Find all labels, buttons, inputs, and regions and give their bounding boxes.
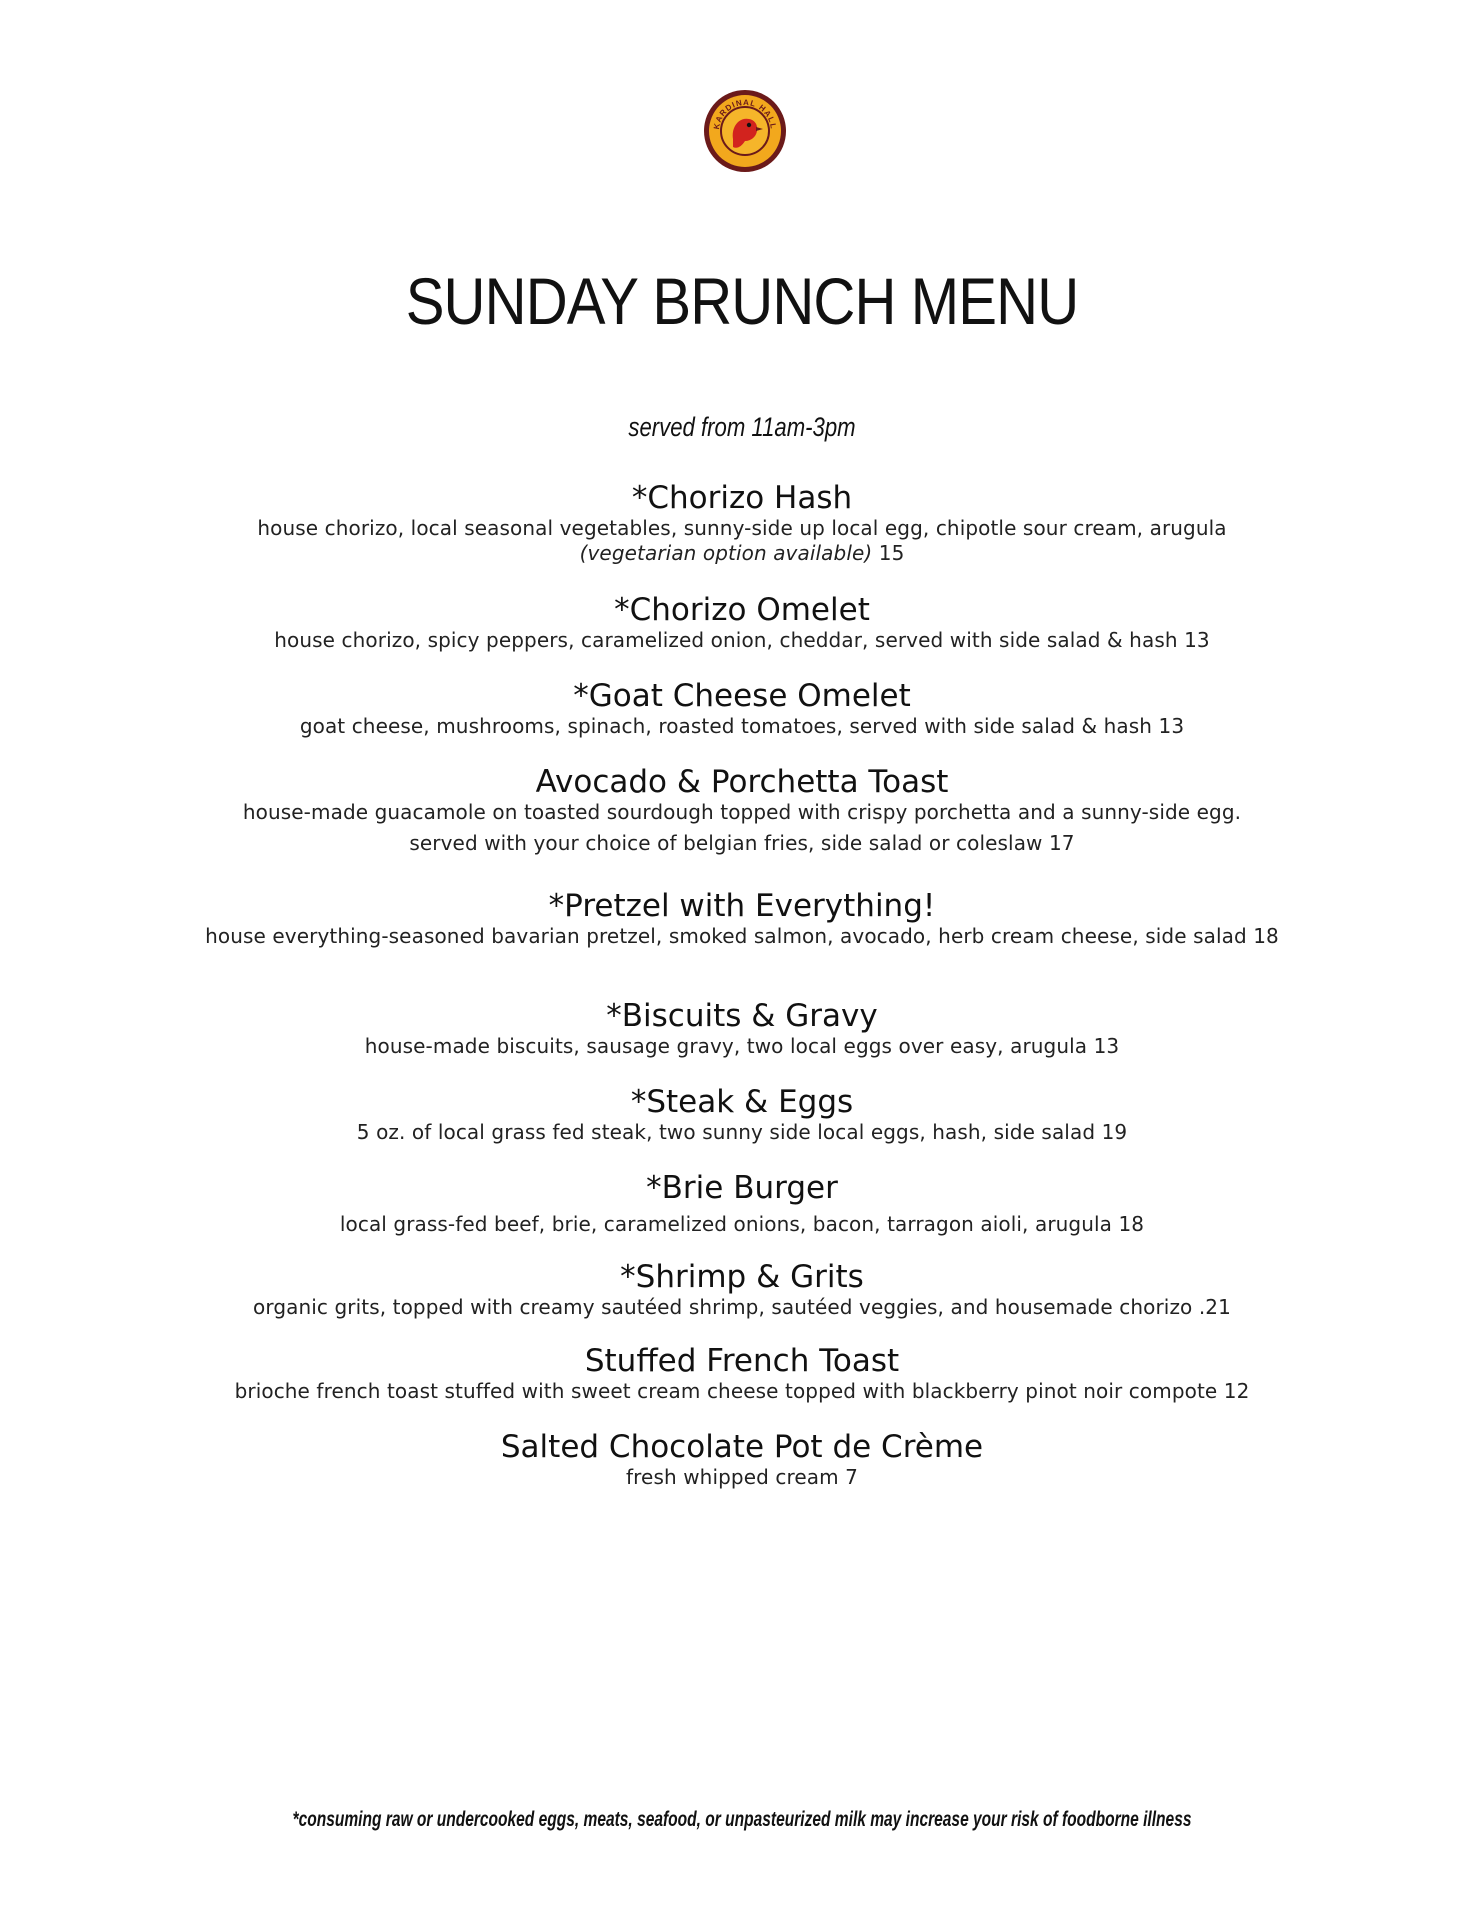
menu-item-goat-cheese-omelet	[150, 678, 1334, 739]
item-description: house everything-seasoned bavarian pretzel, smoked salmon, avocado, herb cream cheese, side salad 18	[205, 924, 1279, 948]
food-safety-disclaimer: *consuming raw or undercooked eggs, meats, seafood, or unpasteurized milk may increase your risk of foodborne illness	[292, 1808, 1192, 1831]
item-name: *Chorizo Omelet	[614, 592, 870, 628]
item-note-line	[150, 541, 1334, 566]
item-name: *Pretzel with Everything!	[548, 888, 936, 924]
item-description: house chorizo, spicy peppers, caramelized onion, cheddar, served with side salad & hash 13	[274, 628, 1210, 652]
menu-item-pretzel-with-everything	[150, 888, 1334, 949]
menu-item-shrimp-grits	[150, 1259, 1334, 1320]
item-name: Stuffed French Toast	[584, 1343, 900, 1379]
item-description: local grass-fed beef, brie, caramelized onions, bacon, tarragon aioli, arugula 18	[339, 1212, 1145, 1236]
menu-item-chorizo-omelet	[150, 592, 1334, 653]
item-name: *Chorizo Hash	[631, 480, 853, 516]
item-name: *Brie Burger	[646, 1170, 838, 1206]
item-description: house-made guacamole on toasted sourdough topped with crispy porchetta and a sunny-side egg.	[242, 800, 1242, 824]
item-name: *Goat Cheese Omelet	[573, 678, 911, 714]
item-note: (vegetarian option available)	[579, 541, 873, 565]
item-description: 5 oz. of local grass fed steak, two sunny side local eggs, hash, side salad 19	[356, 1120, 1128, 1144]
item-name: *Biscuits & Gravy	[606, 998, 878, 1034]
menu-item-stuffed-french-toast	[150, 1343, 1334, 1404]
item-description: goat cheese, mushrooms, spinach, roasted tomatoes, served with side salad & hash 13	[299, 714, 1185, 738]
item-name: Salted Chocolate Pot de Crème	[500, 1429, 984, 1465]
menu-item-biscuits-gravy	[150, 998, 1334, 1059]
menu-item-avocado-porchetta-toast	[150, 764, 1334, 856]
serving-hours: served from 11am-3pm	[628, 412, 856, 442]
menu-item-brie-burger	[150, 1170, 1334, 1237]
item-price: 15	[878, 541, 905, 565]
page-title: SUNDAY BRUNCH MENU	[405, 264, 1079, 338]
menu-item-chorizo-hash	[150, 480, 1334, 566]
item-description: fresh whipped cream 7	[626, 1465, 858, 1489]
item-name: *Shrimp & Grits	[620, 1259, 864, 1295]
menu-item-salted-chocolate-pot-de-creme	[150, 1429, 1334, 1490]
item-description-line-2: served with your choice of belgian fries, side salad or coleslaw 17	[409, 831, 1075, 855]
item-description: brioche french toast stuffed with sweet cream cheese topped with blackberry pinot noir compote 12	[234, 1379, 1250, 1403]
svg-text:KARDINAL HALL: KARDINAL HALL	[711, 97, 779, 130]
item-description: house chorizo, local seasonal vegetables, sunny-side up local egg, chipotle sour cream, arugula	[257, 516, 1227, 540]
item-description: organic grits, topped with creamy sautéed shrimp, sautéed veggies, and housemade chorizo .21	[253, 1295, 1231, 1319]
kardinal-hall-logo-icon	[703, 89, 787, 173]
item-name: Avocado & Porchetta Toast	[535, 764, 949, 800]
item-description: house-made biscuits, sausage gravy, two local eggs over easy, arugula 13	[364, 1034, 1120, 1058]
menu-item-steak-eggs	[150, 1084, 1334, 1145]
item-name: *Steak & Eggs	[630, 1084, 854, 1120]
